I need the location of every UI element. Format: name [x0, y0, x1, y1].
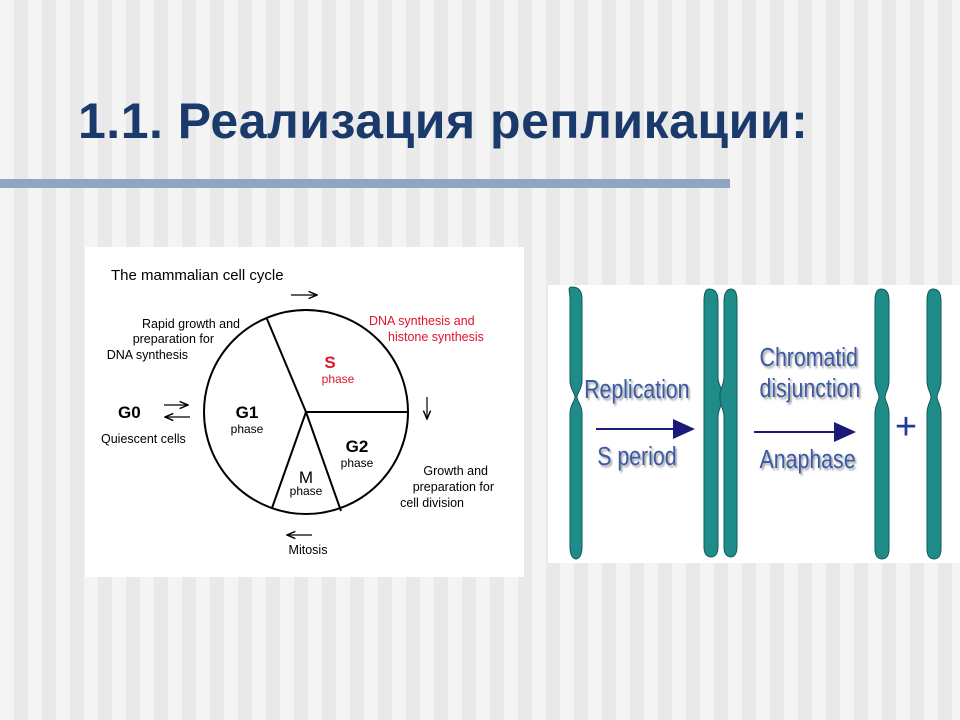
cycle-heading: The mammalian cell cycle — [111, 267, 284, 284]
chromatid-label-line1: Chromatid — [759, 343, 858, 373]
chromosome-single — [569, 287, 582, 559]
g2-note-line1: Growth and — [423, 464, 488, 478]
g1-note-line3: DNA synthesis — [106, 348, 188, 362]
separated-chromatid-right — [927, 289, 941, 559]
chromosome-diagram — [548, 285, 960, 563]
g2-note-line3: cell division — [400, 496, 464, 510]
chromosome-svg — [548, 285, 960, 563]
s-note-line1: DNA synthesis and — [369, 314, 475, 328]
anaphase-label: Anaphase — [759, 445, 856, 475]
g1-note-line2: preparation for — [132, 332, 214, 346]
m-phase-word: phase — [289, 484, 323, 498]
s-period-label: S period — [597, 442, 677, 472]
g0-label: G0 — [118, 403, 141, 422]
g1-phase-label: G1 — [235, 403, 259, 422]
plus-sign: + — [894, 406, 918, 448]
title-underline — [0, 179, 730, 188]
replication-label: Replication — [584, 375, 690, 405]
s-note-line2: histone synthesis — [388, 330, 484, 344]
g1-s-divider — [267, 319, 306, 412]
chromatid-right — [720, 289, 737, 557]
g1-note-line1: Rapid growth and — [142, 317, 240, 331]
g2-note-line2: preparation for — [412, 480, 494, 494]
slide-title: 1.1. Реализация репликации: — [78, 93, 809, 149]
g1-phase-word: phase — [230, 422, 264, 436]
separated-chromatid-left — [875, 289, 889, 559]
cell-cycle-diagram — [85, 247, 524, 577]
g0-note: Quiescent cells — [101, 432, 186, 446]
m-phase-label: M — [298, 468, 314, 487]
s-phase-label: S — [324, 353, 336, 372]
cell-cycle-svg — [85, 247, 524, 577]
g2-phase-label: G2 — [345, 437, 369, 456]
g2-phase-word: phase — [340, 456, 374, 470]
mitosis-label: Mitosis — [288, 543, 328, 557]
disjunction-label-line2: disjunction — [759, 374, 861, 404]
s-phase-word: phase — [321, 372, 355, 386]
chromatid-left — [704, 289, 725, 557]
